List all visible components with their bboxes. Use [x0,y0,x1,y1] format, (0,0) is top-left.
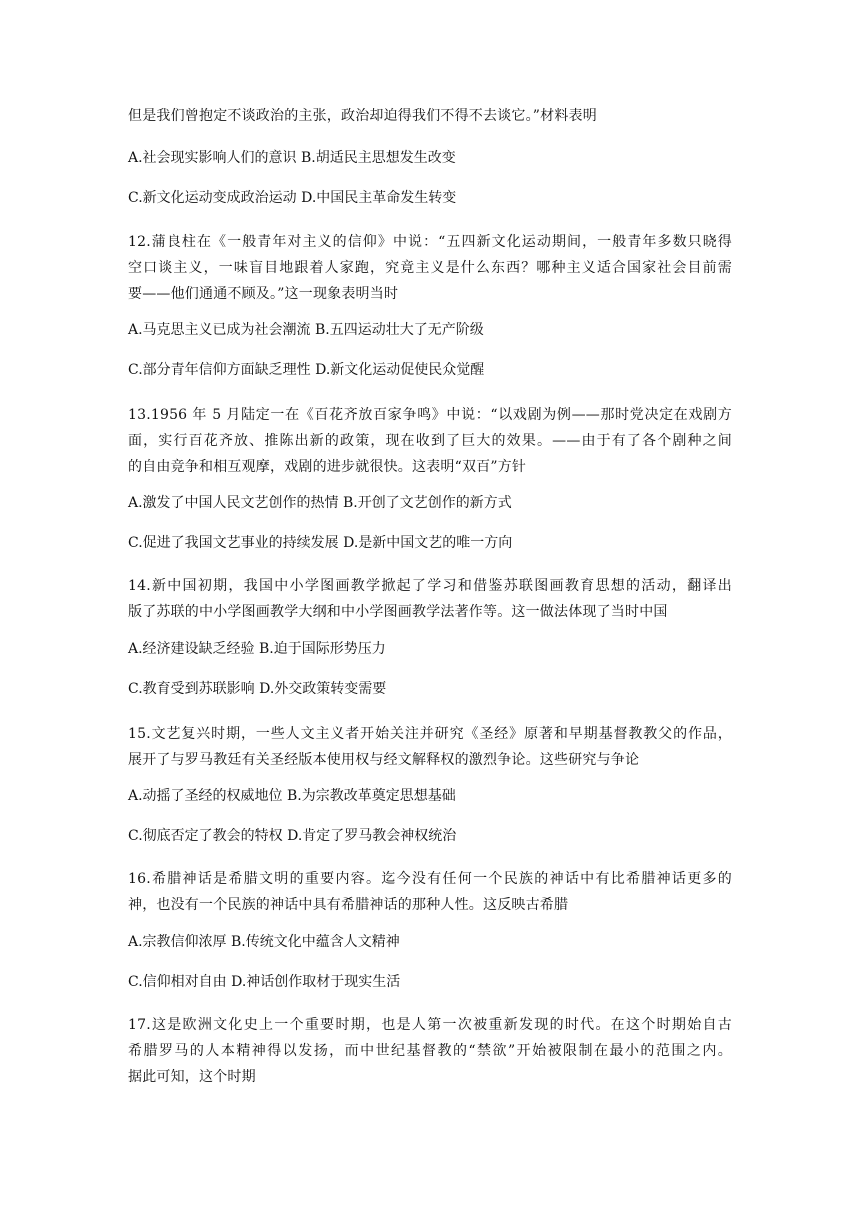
q16-line-2: 神，也没有一个民族的神话中具有希腊神话的那种人性。这反映古希腊 [128,897,569,913]
q11-options-cd: C.新文化运动变成政治运动 D.中国民主革命发生转变 [128,190,457,206]
q15-options-cd: C.彻底否定了教会的特权 D.肯定了罗马教会神权统治 [128,828,457,844]
q12-stem [128,229,732,307]
q16-stem [128,866,732,918]
q15-stem [128,721,732,773]
q13-options-ab: A.激发了中国人民文艺创作的热情 B.开创了文艺创作的新方式 [128,495,512,511]
q15-line-1: 15.文艺复兴时期，一些人文主义者开始关注并研究《圣经》原著和早期基督教教父的作品， [128,726,732,742]
q14-line-1: 14.新中国初期，我国中小学图画教学掀起了学习和借鉴苏联图画教育思想的活动，翻译出 [128,578,732,594]
q12-options-cd: C.部分青年信仰方面缺乏理性 D.新文化运动促使民众觉醒 [128,362,485,378]
q14-options-ab: A.经济建设缺乏经验 B.迫于国际形势压力 [128,641,386,657]
q17-line-2: 希腊罗马的人本精神得以发扬，而中世纪基督教的“禁欲”开始被限制在最小的范围之内。 [128,1043,732,1059]
q14-stem [128,573,732,625]
q11-options-ab: A.社会现实影响人们的意识 B.胡适民主思想发生改变 [128,150,456,166]
q11-line-1: 但是我们曾抱定不谈政治的主张，政治却迫得我们不得不去谈它。”材料表明 [128,108,597,124]
q16-options-ab: A.宗教信仰浓厚 B.传统文化中蕴含人文精神 [128,934,400,950]
q11-stem [128,103,732,129]
q13-stem [128,402,732,480]
q13-options-cd: C.促进了我国文艺事业的持续发展 D.是新中国文艺的唯一方向 [128,535,513,551]
q17-stem [128,1012,732,1090]
q16-line-1: 16.希腊神话是希腊文明的重要内容。迄今没有任何一个民族的神话中有比希腊神话更多的 [128,871,732,887]
q14-line-2: 版了苏联的中小学图画教学大纲和中小学图画教学法著作等。这一做法体现了当时中国 [128,604,668,620]
q16-options-cd: C.信仰相对自由 D.神话创作取材于现实生活 [128,974,401,990]
q12-line-2: 空口谈主义，一味盲目地跟着人家跑，究竟主义是什么东西？哪种主义适合国家社会目前需 [128,260,732,276]
q13-line-3: 的自由竞争和相互观摩，戏剧的进步就很快。这表明“双百”方针 [128,459,527,475]
q15-options-ab: A.动摇了圣经的权威地位 B.为宗教改革奠定思想基础 [128,788,456,804]
q12-line-1: 12.蒲良柱在《一般青年对主义的信仰》中说：“五四新文化运动期间，一般青年多数只晓得 [128,234,732,250]
q12-options-ab: A.马克思主义已成为社会潮流 B.五四运动壮大了无产阶级 [128,322,484,338]
q15-line-2: 展开了与罗马教廷有关圣经版本使用权与经文解释权的激烈争论。这些研究与争论 [128,752,640,768]
q12-line-3: 要——他们通通不顾及。”这一现象表明当时 [128,286,399,302]
q17-line-1: 17.这是欧洲文化史上一个重要时期，也是人第一次被重新发现的时代。在这个时期始自古 [128,1017,732,1033]
q14-options-cd: C.教育受到苏联影响 D.外交政策转变需要 [128,681,387,697]
q13-line-2: 面，实行百花齐放、推陈出新的政策，现在收到了巨大的效果。——由于有了各个剧种之间 [128,433,732,449]
q13-line-1: 13.1956 年 5 月陆定一在《百花齐放百家争鸣》中说：“以戏剧为例——那时党决定在戏剧方 [128,407,732,423]
q17-line-3: 据此可知，这个时期 [128,1069,256,1085]
